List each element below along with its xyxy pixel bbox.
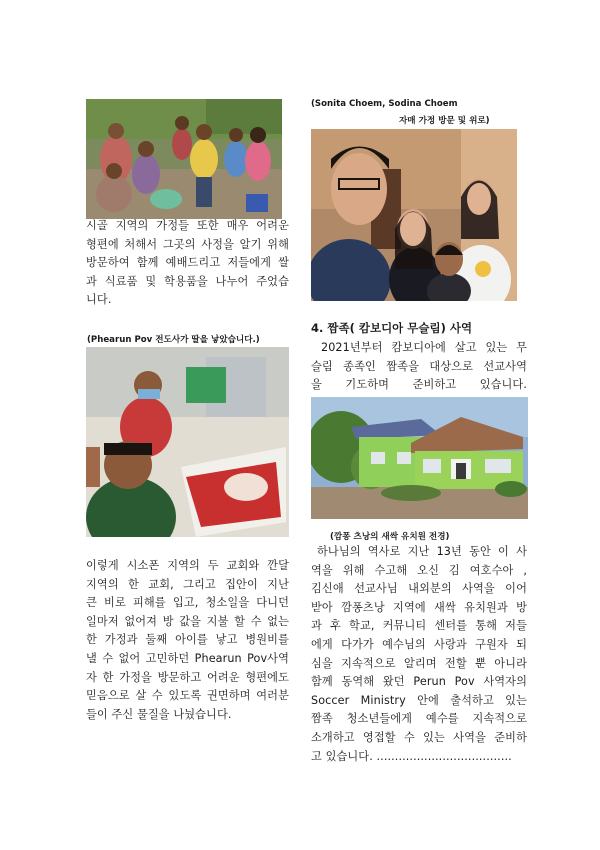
section-heading-cham-ministry: 4. 짬족( 캄보디아 무슬림) 사역	[311, 321, 473, 335]
caption-kindergarten: (깜퐁 츠낭의 새싹 유치원 전경)	[330, 532, 450, 542]
photo-newborn-family	[86, 347, 289, 537]
caption-sisters-visit-line1: (Sonita Choem, Sodina Choem	[311, 99, 458, 109]
cham-ministry-detail-paragraph: 하나님의 역사로 지난 13년 동안 이 사 역을 위해 수고해 오신 김 여호수아 , 김신애 선교사님 내외분의 사역을 이어 받아 깜퐁츠낭 지역에 새싹 유치원과 방 과 후 학교, 커뮤니티 센터를 통해 저들 에게 다가가 예수님의 사랑과 구원자 되 심을 지속적으로 알리며 전할 뿐 아니라 함께 동역해 왔던 Perun Pov 사역자의 Soccer Ministry 안에 출석하고 있는 짬족 청소년들에게 예수를 지속적으로 소개하고 영접할 수 있는 사역을 준비하 고 있습니다. .....................................	[311, 545, 527, 763]
village-visit-paragraph: 시골 지역의 가정들 또한 매우 어려운 형편에 처해서 그곳의 사정을 알기 위해 방문하여 함께 예배드리고 저들에게 쌀 과 식료품 및 학용품을 나누어 주었습 니다.	[86, 219, 289, 307]
church-visit-paragraph: 이렇게 시소폰 지역의 두 교회와 깐달 지역의 한 교회, 그리고 집안이 지난 큰 비로 피해를 입고, 청소일을 다니던 일마저 없어져 방 값을 지불 할 수 없는 한 가정과 둘째 아이를 낳고 병원비를 낼 수 없어 고민하던 Phearun Pov사역 자 한 가정을 방문하고 어려운 형편에도 믿음으로 살 수 있도록 권면하며 여러분 들이 주신 물질을 나눴습니다.	[86, 559, 289, 721]
cham-ministry-intro-paragraph: 2021년부터 캄보디아에 살고 있는 무 슬림 종족인 짬족을 대상으로 선교사역 을 기도하며 준비하고 있습니다.	[311, 341, 527, 392]
caption-phearun-birth: (Phearun Pov 전도사가 딸을 낳았습니다.)	[87, 335, 260, 345]
photo-kindergarten-building	[311, 397, 528, 519]
photo-sisters-visit	[311, 129, 517, 301]
caption-sisters-visit-line2: 자매 가정 방문 및 위로)	[399, 116, 490, 126]
photo-village-children	[86, 99, 282, 219]
